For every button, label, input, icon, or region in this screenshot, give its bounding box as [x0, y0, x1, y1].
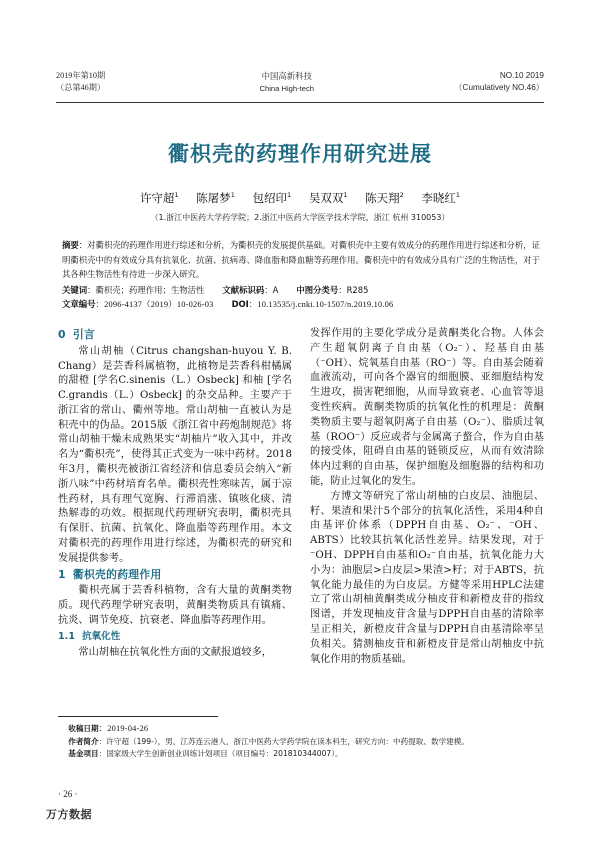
subsection-heading-antioxidant — [58, 630, 292, 645]
page-number: · 26 · — [58, 789, 78, 799]
funding-text: ：国家级大学生创新创业训练计划项目（项目编号：201810344007）。 — [98, 749, 343, 759]
paragraph-antioxidant-start: 常山胡柚在抗氧化性方面的文献报道较多， — [78, 647, 272, 659]
author-name: 吴双双 — [308, 191, 344, 205]
cumulative-issue-line: （总第46期） — [56, 83, 106, 93]
journal-name-en: China High-tech — [259, 83, 314, 93]
author-affiliation-marker: 1 — [343, 191, 348, 200]
abstract-label: 摘要 — [62, 240, 79, 250]
author-affiliation-marker: 1 — [287, 191, 292, 200]
paragraph-pharmacology: 衢枳壳属于芸香科植物，含有大量的黄酮类物质。现代药理学研究表明，黄酮类物质具有镇痛、抗炎、调节免疫、抗衰老、降血脂等药理作用。 — [58, 585, 292, 626]
document-code-label: 文献标识码 — [222, 284, 265, 295]
clc-label: 中图分类号 — [296, 284, 339, 295]
author-affiliation-marker: 1 — [230, 191, 235, 200]
subsection-title: 抗氧化性 — [82, 630, 121, 642]
section-number: 1 — [58, 567, 66, 581]
keywords-label: 关键词 — [62, 284, 88, 295]
body-column-left — [58, 327, 292, 697]
page-title: 衢枳壳的药理作用研究进展 — [168, 142, 432, 166]
footnote-block — [58, 723, 544, 761]
affiliation-line: （1.浙江中医药大学药学院；2.浙江中医药大学医学技术学院，浙江 杭州 310053） — [150, 213, 450, 222]
doi-label: DOI — [231, 299, 249, 310]
section-heading-pharmacology — [58, 568, 292, 583]
author-affiliation-marker: 1 — [174, 191, 179, 200]
database-watermark: 万方数据 — [46, 808, 92, 821]
footnote-divider — [58, 716, 218, 717]
author-bio-text: ：许守超（199-），男，江苏连云港人，浙江中医药大学药学院在读本科生，研究方向：中药提取、数学建模。 — [98, 736, 469, 746]
section-title: 衢枳壳的药理作用 — [72, 567, 162, 581]
subsection-number: 1.1 — [58, 630, 75, 642]
running-head — [56, 70, 544, 95]
footnote-received-date — [58, 723, 544, 736]
received-date-label: 收稿日期 — [68, 724, 99, 733]
author-affiliation-marker: 1 — [455, 191, 461, 200]
running-head-left — [56, 70, 105, 95]
section-number: 0 — [58, 328, 66, 341]
body-column-right — [310, 327, 544, 697]
author-list — [0, 190, 600, 206]
article-id-line — [62, 297, 540, 313]
cumulative-number-en: （Cumulativety NO.46） — [454, 83, 544, 93]
article-body — [58, 327, 544, 697]
issue-year-line: 2019年第10期 — [56, 71, 106, 80]
running-head-center — [260, 70, 314, 94]
article-id-text: ：2096-4137（2019）10-026-03 — [95, 300, 214, 310]
author-item — [309, 191, 348, 205]
funding-label: 基金项目 — [68, 749, 99, 759]
running-head-right — [454, 70, 544, 95]
article-id-label: 文章编号 — [62, 299, 96, 310]
doi-text: ：10.13535/j.cnki.10-1507/n.2019.10.06 — [248, 300, 394, 310]
paragraph-antioxidant-continued: 发挥作用的主要化学成分是黄酮类化合物。人体会产生超氧阴离子自由基（O₂⁻）、羟基自由基（⁻OH）、烷氧基自由基（RO⁻）等。自由基会随着血液流动，可向各个器官的细胞膜、亚细胞结构发生进攻，损害靶细胞，从而导致衰老、心血管等退变性疾病。黄酮类物质的抗氧化性的机理是：黄酮类物质主要与超氧阴离子自由基（O₂⁻）、脂质过氧基（ROO⁻）反应或者与金属离子螯合，作为自由基的接受体，阻碍自由基的链锁反应，从而有效清除体内过剩的自由基，保护细胞及细胞器的结构和功能，防止过氧化的发生。 — [310, 328, 544, 487]
author-bio-label: 作者简介 — [68, 736, 99, 746]
footnote-funding — [58, 748, 544, 761]
author-name: 李晓红 — [421, 191, 456, 205]
document-code-text: ：A — [264, 284, 279, 295]
section-title: 引言 — [72, 328, 96, 341]
author-name: 陈天翔 — [365, 191, 400, 205]
keywords-line — [62, 283, 540, 298]
author-item — [140, 191, 179, 205]
journal-name-cn: 中国高新科技 — [261, 71, 312, 81]
clc-text: ：R285 — [338, 284, 369, 295]
author-item — [421, 191, 460, 205]
abstract-text: ：对衢枳壳的药理作用进行综述和分析，为衢枳壳的发展提供基础。对衢枳壳中主要有效成分的药理作用进行综述和分析，证明衢枳壳中的有效成分具有抗氧化、抗菌、抗病毒、降血脂和降血糖等药理作用。衢枳壳中的有效成分具有广泛的生物活性，对于其各种生物活性有待进一步深入研究。 — [62, 240, 541, 280]
author-item — [253, 191, 292, 205]
footnote-author-bio — [58, 736, 544, 749]
issue-number-en: NO.10 2019 — [499, 71, 544, 80]
author-name: 许守超 — [139, 191, 175, 205]
abstract-paragraph — [62, 238, 540, 282]
paragraph-fang-study: 方博文等研究了常山胡柚的白皮层、油胞层、籽、果渣和果汁5个部分的抗氧化活性，采用4种自由基评价体系（DPPH自由基、O₂⁻、⁻OH、ABTS）比较其抗氧化活性差异。结果发现，对于⁻OH、DPPH自由基和O₂⁻自由基，抗氧化能力大小为：油胞层>白皮层>果渣>籽；对于ABTS，抗氧化能力最佳的为白皮层。方健等采用HPLC法建立了常山胡柚黄酮类成分柚皮苷和新橙皮苷的指纹图谱，并发现柚皮苷含量与DPPH自由基的清除率呈正相关，新橙皮苷含量与DPPH自由基清除率呈负相关。猜测柚皮苷和新橙皮苷是常山胡柚皮中抗氧化作用的物质基础。 — [310, 490, 544, 665]
paragraph-intro: 常山胡柚（Citrus changshan-huyou Y. B. Chang）是芸香科属植物，此植物是芸香科柑橘属的甜橙 [学名C.sinenis（L.）Osbeck] 和柚 [学名C.grandis（L.）Osbeck] 的杂交品种。主要产于浙江省的常山、衢州等地。常山胡柚一直被认为是积壳中的伪品。2015版《浙江省中药炮制规范》将常山胡柚干燥未成熟果实“胡柚片”收入其中，并改名为“衢枳壳”，使得其正式变为一味中药材。2018年3月，衢枳壳被浙江省经济和信息委员会纳入“新浙八味”中药材培育名单。衢枳壳性寒味苦，属于凉性药材，具有理气宽胸、行滞消涨、镇咳化痰、清热解毒的功效。根据现代药理研究表明，衢枳壳具有保肝、抗菌、抗氧化、降血脂等药理作用。本文对衢枳壳的药理作用进行综述，为衢枳壳的研究和发展提供参考。 — [58, 345, 292, 564]
author-name: 包绍印 — [252, 191, 288, 205]
section-heading-introduction — [58, 328, 292, 343]
abstract-block — [62, 238, 540, 313]
author-item — [196, 191, 235, 205]
author-item — [365, 191, 404, 205]
keywords-text: ：衢枳壳；药理作用；生物活性 — [87, 284, 205, 295]
header-divider — [56, 102, 544, 103]
author-name: 陈屠梦 — [196, 191, 231, 205]
author-affiliation-marker: 2 — [399, 191, 404, 200]
received-date-value: ：2019-04-26 — [98, 724, 149, 733]
